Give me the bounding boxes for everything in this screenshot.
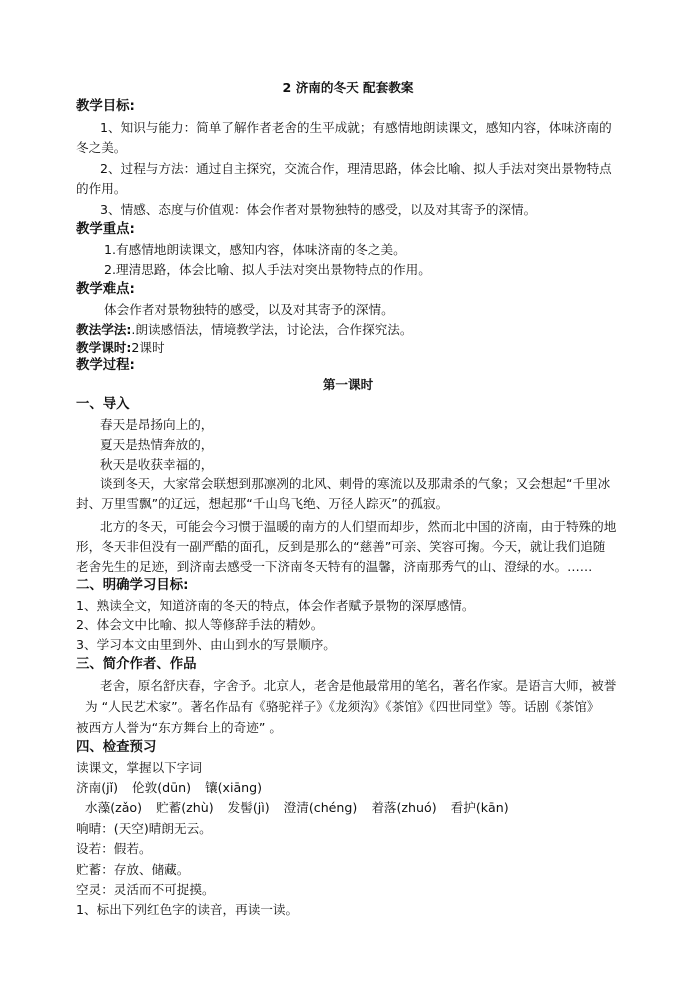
hours-label: 教学课时: [76, 340, 132, 355]
vocab-word: 着落(zhuó) [371, 800, 437, 815]
key-point-2: 2.理清思路，体会比喻、拟人手法对突出景物特点的作用。 [104, 262, 431, 277]
vocab-word: 济南(jǐ) [76, 780, 119, 795]
vocab-row-2 [85, 800, 509, 816]
key-point-1: 1.有感情地朗读课文，感知内容，体味济南的冬之美。 [104, 242, 406, 257]
definition-3: 贮蓄：存放、储藏。 [76, 862, 190, 877]
objectives-heading: 二、明确学习目标: [76, 578, 189, 593]
method-label: 教法学法: [76, 322, 132, 337]
intro-heading: 一、导入 [76, 397, 130, 412]
preview-task: 1、标出下列红色字的读音，再读一读。 [76, 902, 299, 917]
hours-text: 2课时 [131, 340, 165, 355]
goal-1-line-1: 1、知识与能力：简单了解作者老舍的生平成就；有感情地朗读课文，感知内容，体味济南的 [100, 120, 612, 135]
teaching-goals-heading: 教学目标: [76, 99, 135, 114]
vocab-row-1 [76, 780, 262, 796]
goal-1-line-2: 冬之美。 [76, 140, 127, 155]
goal-2-line-1: 2、过程与方法：通过自主探究，交流合作，理清思路，体会比喻、拟人手法对突出景物特点 [100, 161, 612, 176]
vocab-word: 澄清(chéng) [283, 800, 358, 815]
vocab-word: 发髻(jì) [227, 800, 270, 815]
objective-3: 3、学习本文由里到外、由山到水的写景顺序。 [76, 637, 336, 652]
author-heading: 三、简介作者、作品 [76, 657, 197, 672]
objective-2: 2、体会文中比喻、拟人等修辞手法的精妙。 [76, 617, 324, 632]
hours-line [76, 340, 165, 356]
document-title: 2 济南的冬天 配套教案 [282, 80, 414, 95]
definition-2: 设若：假若。 [76, 841, 152, 856]
method-text: .朗读感悟法，情境教学法，讨论法，合作探究法。 [131, 322, 413, 337]
intro-p3: 秋天是收获幸福的， [100, 457, 214, 472]
author-line-2: 为 “人民艺术家”。著名作品有《骆驼祥子》《龙须沟》《茶馆》《四世同堂》等。话剧《茶馆》 [85, 699, 600, 714]
preview-intro: 读课文，掌握以下字词 [76, 760, 202, 775]
intro-p2: 夏天是热情奔放的， [100, 437, 214, 452]
difficulty-heading: 教学难点: [76, 282, 135, 297]
vocab-word: 镶(xiāng) [205, 780, 263, 795]
definition-4: 空灵：灵活而不可捉摸。 [76, 882, 215, 897]
objective-1: 1、熟读全文，知道济南的冬天的特点，体会作者赋予景物的深厚感情。 [76, 598, 475, 613]
vocab-word: 看护(kān) [450, 800, 509, 815]
goal-2-line-2: 的作用。 [76, 181, 127, 196]
author-line-3: 被西方人誉为“东方舞台上的奇迹” 。 [76, 720, 282, 735]
intro-p1: 春天是昂扬向上的， [100, 417, 214, 432]
goal-3: 3、情感、态度与价值观：体会作者对景物独特的感受，以及对其寄予的深情。 [100, 202, 537, 217]
author-line-1: 老舍，原名舒庆春，字舍予。北京人，老舍是他最常用的笔名，著名作家。是语言大师，被誉 [100, 678, 617, 693]
vocab-word: 水藻(zǎo) [85, 800, 143, 815]
definition-1: 响晴：(天空)晴朗无云。 [76, 821, 212, 836]
process-heading: 教学过程: [76, 358, 135, 373]
preview-heading: 四、检查预习 [76, 740, 157, 755]
intro-p4-line-2: 封、万里雪飘”的辽远，想起那“千山鸟飞绝、万径人踪灭”的孤寂。 [76, 496, 449, 511]
intro-p5-line-1: 北方的冬天，可能会今习惯于温暖的南方的人们望而却步，然而北中国的济南，由于特殊的地 [100, 519, 617, 534]
key-points-heading: 教学重点: [76, 222, 135, 237]
method-line [76, 322, 413, 338]
intro-p5-line-3: 老舍先生的足迹，到济南去感受一下济南冬天特有的温馨，济南那秀气的山、澄绿的水。…… [76, 559, 593, 574]
difficulty-text: 体会作者对景物独特的感受，以及对其寄予的深情。 [104, 302, 394, 317]
vocab-word: 贮蓄(zhù) [156, 800, 214, 815]
vocab-word: 伦敦(dūn) [132, 780, 191, 795]
intro-p4-line-1: 谈到冬天，大家常会联想到那凛冽的北风、刺骨的寒流以及那肃杀的气象；又会想起“千里冰 [100, 476, 611, 491]
lesson-1-heading: 第一课时 [322, 377, 374, 392]
intro-p5-line-2: 形，冬天非但没有一副严酷的面孔，反到是那么的“慈善”可亲、笑容可掬。今天，就让我们追随 [76, 539, 606, 554]
